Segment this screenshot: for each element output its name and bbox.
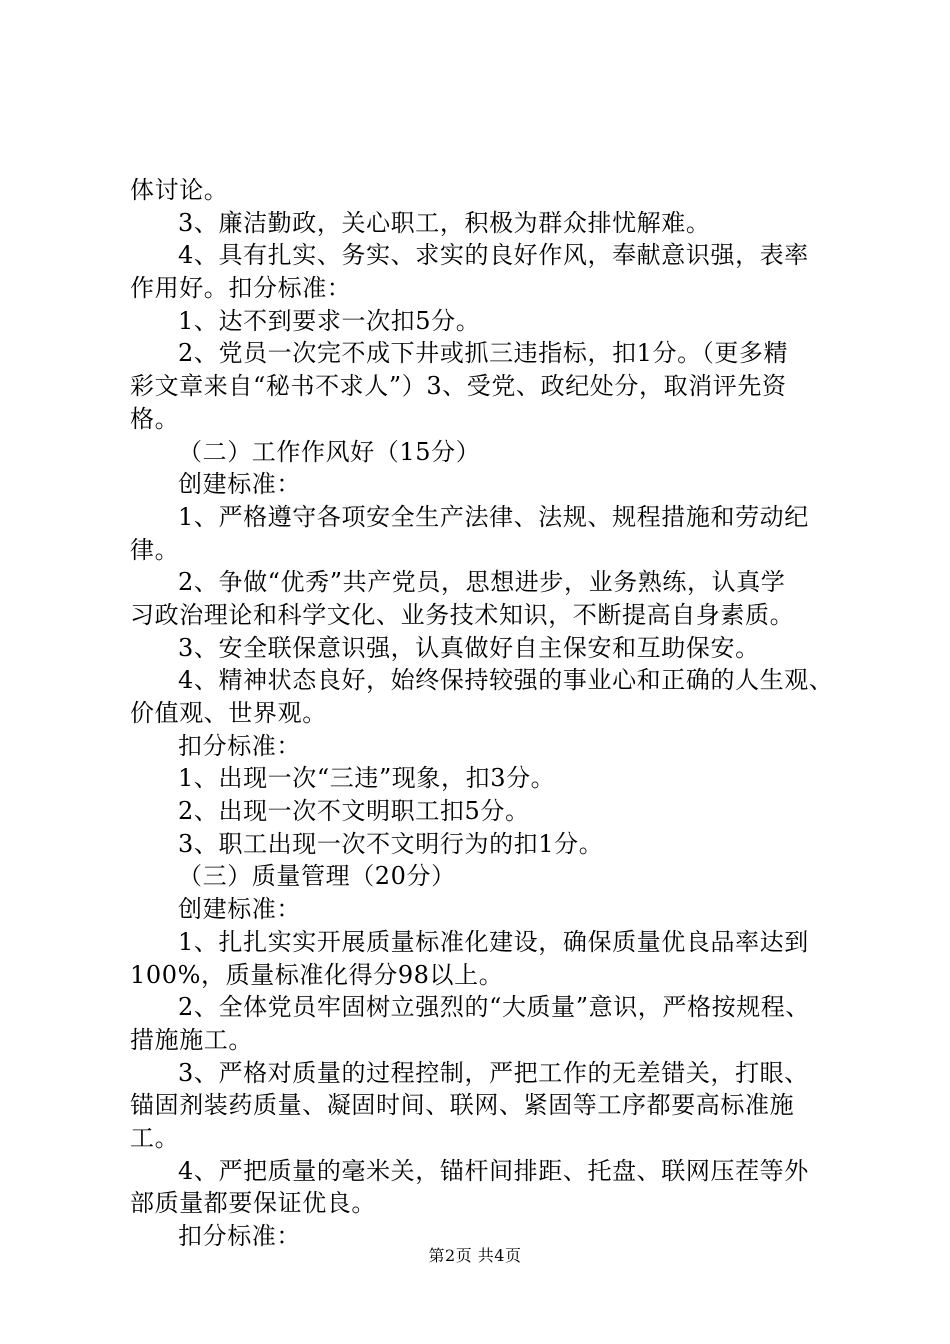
page-footer: 第2页 共4页 [428,1246,522,1265]
text-line: 锚固剂装药质量、凝固时间、联网、紧固等工序都要高标准施 [130,1091,795,1120]
text-line: 3、职工出现一次不文明行为的扣1分。 [178,829,604,858]
text-line: 措施施工。 [130,1025,253,1054]
text-line: 部质量都要保证优良。 [130,1189,376,1218]
text-line: 2、争做“优秀”共产党员，思想进步，业务熟练，认真学 [178,568,786,597]
text-line: 4、精神状态良好，始终保持较强的事业心和正确的人生观、 [178,666,834,695]
text-line: 扣分标准： [178,1222,301,1250]
text-line: 律。 [130,535,180,564]
document-body [130,174,840,1253]
text-line: 体讨论。 [130,176,229,204]
text-line: 2、全体党员牢固树立强烈的“大质量”意识，严格按规程、 [178,993,811,1022]
text-line: 2、党员一次完不成下井或抓三违指标，扣1分。（更多精 [178,339,789,368]
text-line: 3、廉洁勤政，关心职工，积极为群众排忧解难。 [178,208,711,237]
text-line: （三）质量管理（20分） [178,862,456,891]
text-line: 扣分标准： [178,731,301,760]
text-line: 工。 [130,1123,180,1152]
text-line: 100%，质量标准化得分98以上。 [130,960,504,989]
text-line: 1、达不到要求一次扣5分。 [178,306,481,335]
text-line: 1、出现一次“三违”现象，扣3分。 [178,764,556,793]
text-line: 2、出现一次不文明职工扣5分。 [178,797,530,826]
text-line: 4、具有扎实、务实、求实的良好作风，奉献意识强，表率 [178,241,809,270]
text-line: 4、严把质量的毫米关，锚杆间排距、托盘、联网压茬等外 [178,1156,809,1185]
text-line: 格。 [130,404,180,433]
text-line: 创建标准： [178,470,301,499]
text-line: 1、扎扎实实开展质量标准化建设，确保质量优良品率达到 [178,927,809,956]
text-line: 创建标准： [178,895,301,924]
text-line: 作用好。扣分标准： [130,274,352,303]
text-line: 彩文章来自“秘书不求人”）3、受党、政纪处分，取消评先资 [130,372,787,401]
text-line: 3、安全联保意识强，认真做好自主保安和互助保安。 [178,633,760,662]
text-line: 习政治理论和科学文化、业务技术知识，不断提高自身素质。 [130,600,795,629]
text-line: （二）工作作风好（15分） [178,437,481,466]
text-line: 3、严格对质量的过程控制，严把工作的无差错关，打眼、 [178,1058,809,1087]
text-line: 1、严格遵守各项安全生产法律、法规、规程措施和劳动纪 [178,502,809,531]
text-line: 价值观、世界观。 [130,699,327,727]
